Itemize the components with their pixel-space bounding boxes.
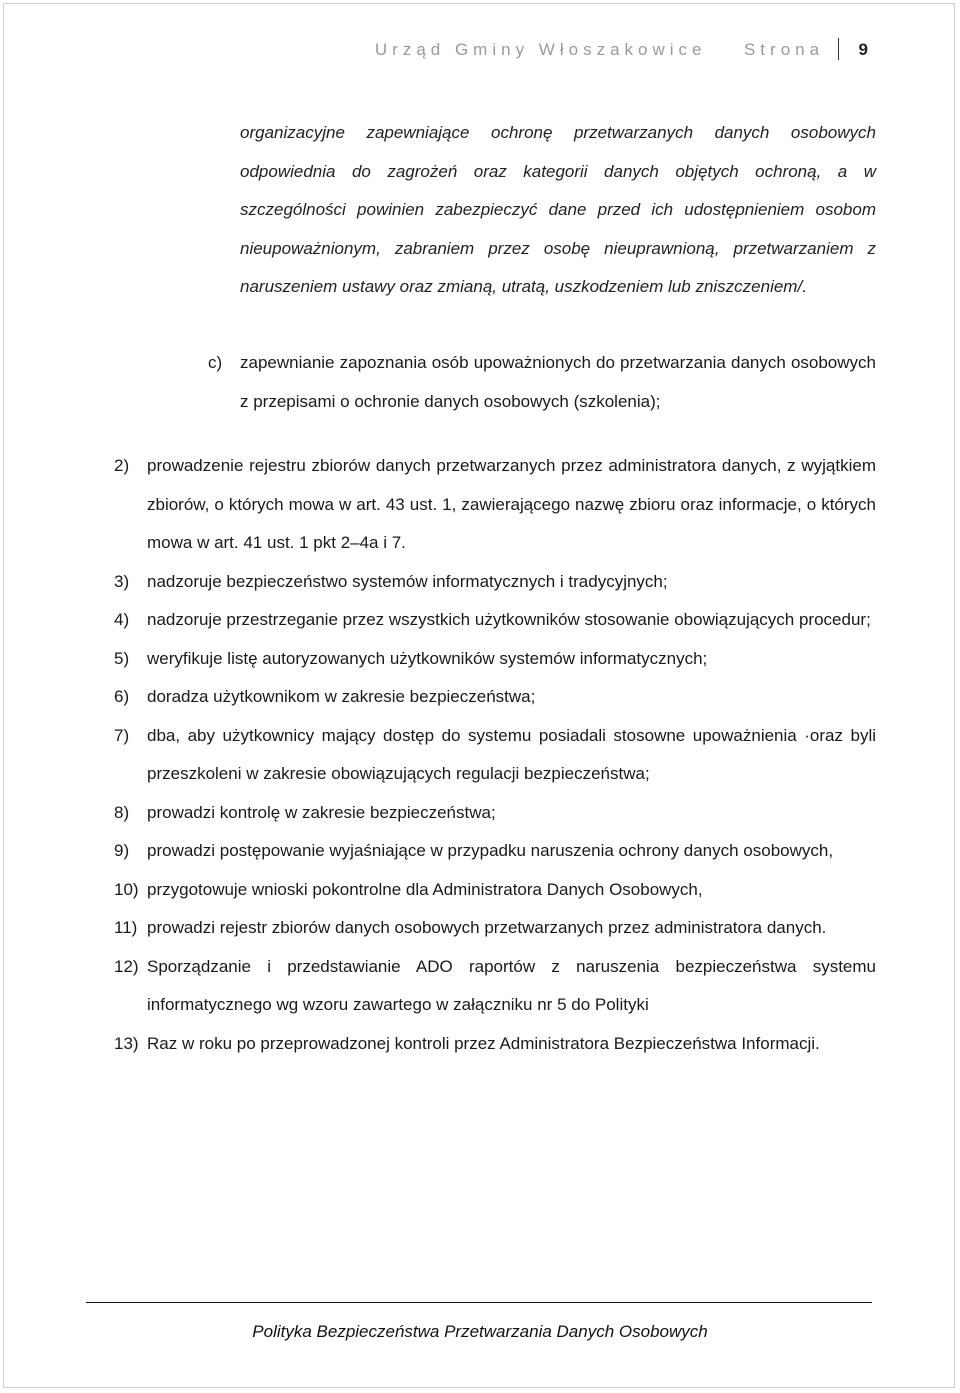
sub-item-marker: c)	[208, 353, 223, 372]
page-header	[375, 38, 868, 60]
duties-list	[114, 447, 876, 1063]
list-item	[114, 1025, 876, 1064]
list-item-number: 3)	[114, 571, 130, 591]
list-item-text: dba, aby użytkownicy mający dostęp do systemu posiadali stosowne upoważnienia ·oraz byli przeszkoleni w zakresie obowiązujących regulacji bezpieczeństwa;	[147, 725, 876, 783]
list-item	[114, 871, 876, 910]
list-item-number: 9)	[114, 841, 130, 860]
list-item-number: 2)	[114, 456, 130, 475]
list-item-text: Raz w roku po przeprowadzonej kontroli przez Administratora Bezpieczeństwa Informacji.	[147, 1033, 820, 1053]
list-item	[114, 832, 876, 871]
list-item	[114, 794, 876, 833]
header-office: Urząd Gminy Włoszakowice	[374, 40, 707, 59]
list-item	[114, 909, 876, 948]
list-item-text: doradza użytkownikom w zakresie bezpieczeństwa;	[147, 687, 536, 706]
list-item	[114, 447, 876, 563]
list-item-text: prowadzi postępowanie wyjaśniające w przypadku naruszenia ochrony danych osobowych,	[147, 841, 834, 860]
list-item-text: prowadzi rejestr zbiorów danych osobowych przetwarzanych przez administratora danych.	[147, 918, 827, 937]
list-item-text: przygotowuje wnioski pokontrolne dla Administratora Danych Osobowych,	[147, 879, 703, 899]
list-item-text: prowadzenie rejestru zbiorów danych przetwarzanych przez administratora danych, z wyjątkiem zbiorów, o których mowa w art. 43 ust. 1, zawierającego nazwę zbioru oraz informacje, o których mowa w art. 41 ust. 1 pkt 2–4a i 7.	[147, 456, 876, 552]
intro-italic-paragraph: organizacyjne zapewniające ochronę przetwarzanych danych osobowych odpowiednia do zagrożeń oraz kategorii danych objętych ochroną, a w szczególności powinien zabezpieczyć dane przed ich udostępnieniem osobom nieupoważnionym, zabraniem przez osobę nieuprawnioną, przetwarzaniem z naruszeniem ustawy oraz zmianą, utratą, uszkodzeniem lub zniszczeniem/.	[240, 123, 876, 296]
list-item-number: 8)	[114, 802, 130, 822]
list-item-number: 11)	[114, 918, 138, 937]
page-number: 9	[858, 40, 868, 59]
list-item-number: 5)	[114, 648, 130, 668]
list-item-number: 13)	[114, 1033, 139, 1053]
list-item	[114, 601, 876, 640]
list-item-number: 4)	[114, 610, 130, 629]
list-item-text: nadzoruje przestrzeganie przez wszystkich użytkowników stosowanie obowiązujących procedur;	[147, 610, 871, 629]
list-item-number: 10)	[114, 879, 139, 899]
list-item	[114, 640, 876, 679]
header-page-label: Strona	[743, 40, 825, 59]
footer-rule	[86, 1302, 872, 1303]
header-separator	[838, 38, 839, 60]
sub-item-text: zapewnianie zapoznania osób upoważnionych do przetwarzania danych osobowych z przepisami o ochronie danych osobowych (szkolenia);	[240, 353, 876, 411]
list-item-text: weryfikuje listę autoryzowanych użytkowników systemów informatycznych;	[147, 648, 708, 668]
list-item	[114, 563, 876, 602]
list-item	[114, 948, 876, 1025]
list-item	[114, 717, 876, 794]
list-item-number: 7)	[114, 725, 130, 745]
list-item-text: prowadzi kontrolę w zakresie bezpieczeństwa;	[147, 802, 496, 822]
list-item-text: nadzoruje bezpieczeństwo systemów informatycznych i tradycyjnych;	[147, 571, 668, 591]
list-item	[114, 678, 876, 717]
list-item-text: Sporządzanie i przedstawianie ADO raportów z naruszenia bezpieczeństwa systemu informatycznego wg wzoru zawartego w załączniku nr 5 do Polityki	[147, 956, 876, 1014]
sub-item-c	[208, 344, 876, 421]
list-item-number: 12)	[114, 956, 139, 976]
page-footer: Polityka Bezpieczeństwa Przetwarzania Danych Osobowych	[252, 1322, 708, 1341]
list-item-number: 6)	[114, 687, 130, 706]
